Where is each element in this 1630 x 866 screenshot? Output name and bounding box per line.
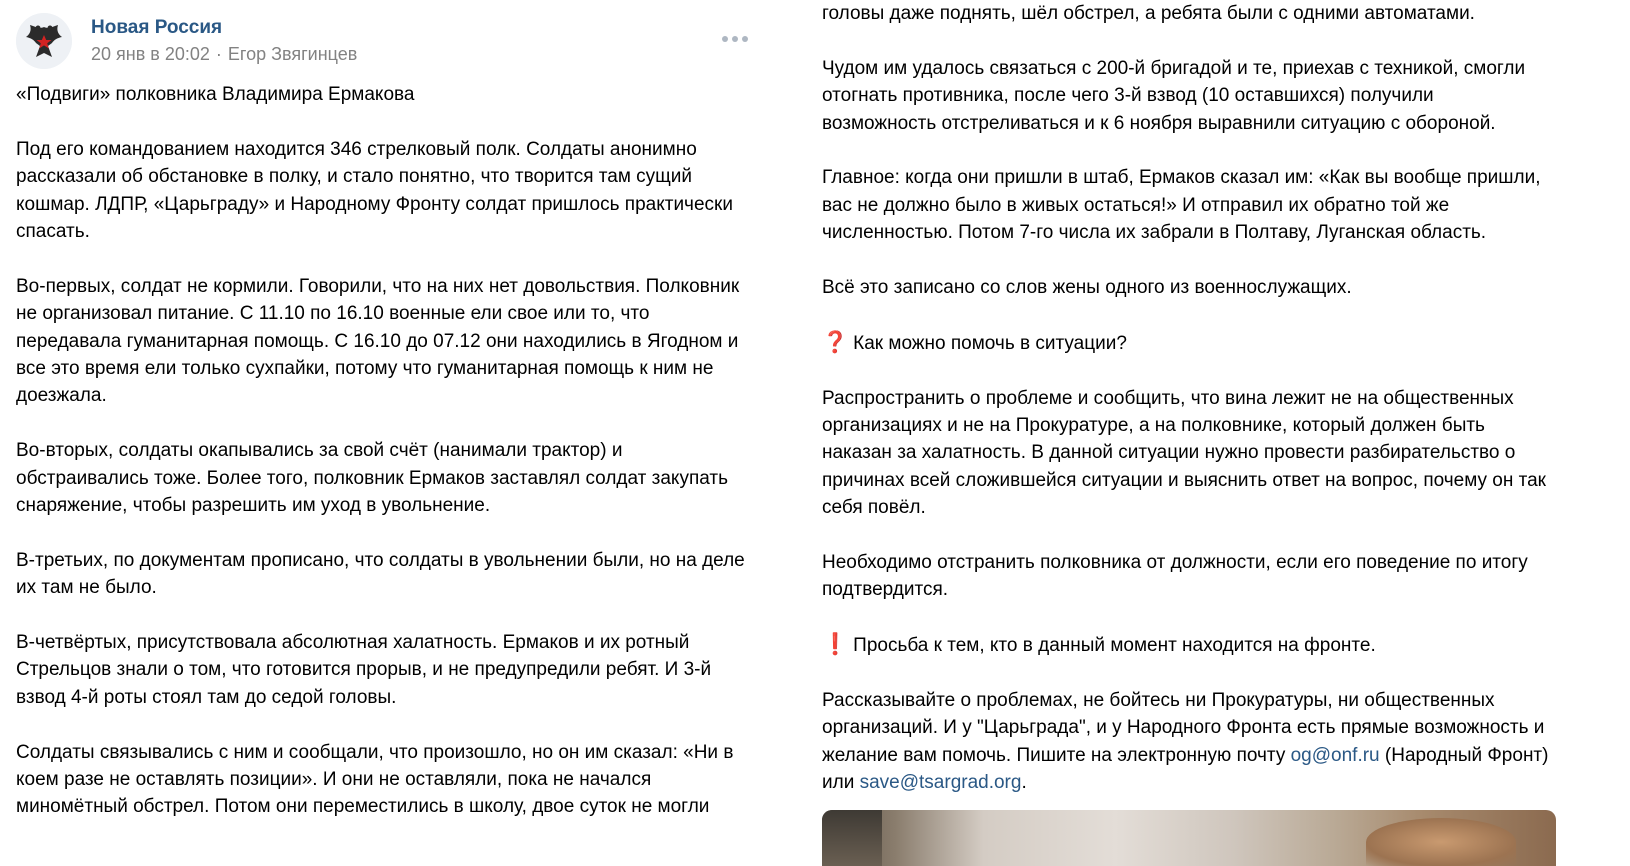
text-line: организаций. И у "Царьграда", и у Народного Фронта есть прямые возможность и [822,717,1545,739]
text-line: Во-первых, солдат не кормили. Говорили, что на них нет довольствия. Полковник [16,275,740,297]
text-line: желание вам помочь. Пишите на электронную почту [822,744,1291,766]
question-text: Как можно помочь в ситуации? [853,332,1127,354]
text-line: Главное: когда они пришли в штаб, Ермаков сказал им: «Как вы вообще пришли, [822,167,1541,189]
text-line: головы даже поднять, шёл обстрел, а ребята были с одними автоматами. [822,3,1475,24]
text-line: снаряжение, чтобы разрешить им уход в увольнение. [16,495,491,517]
text-line: Необходимо отстранить полковника от должности, если его поведение по итогу [822,552,1528,574]
text-line: причинах всей сложившейся ситуации и выяснить ответ на вопрос, почему он так [822,469,1546,491]
paragraph-headquarters [822,164,1562,246]
text-line: доезжала. [16,385,107,407]
text-fragment: . [1021,772,1027,794]
text-line: миномётный обстрел. Потом они переместились в школу, двое суток не могли [16,796,710,818]
group-avatar[interactable] [16,13,72,69]
question-mark-icon: ❓ [822,330,849,354]
photo-shadow [822,810,882,866]
text-line: рассказали об обстановке в полку, и стало понятно, что творится там сущий [16,166,693,188]
text-fragment: (Народный Фронт) [1379,744,1549,766]
text-line: спасать. [16,221,90,243]
text-line: возможность отстреливаться и к 6 ноября выравнили ситуацию с обороной. [822,112,1496,134]
text-line: Во-вторых, солдаты окапывались за свой счёт (нанимали трактор) и [16,440,623,462]
paragraph-second [16,437,756,519]
paragraph-continued [822,0,1562,27]
paragraph-contact [16,739,756,821]
text-line: все это время ели только сухпайки, потому что гуманитарная помощь к ним не [16,358,714,380]
text-fragment: или [822,772,860,794]
text-line: взвод 4-й роты стоял там до седой головы. [16,686,397,708]
email-link-tsargrad[interactable]: save@tsargrad.org [859,772,1022,794]
text-line: Под его командованием находится 346 стрелковый полк. Солдаты анонимно [16,138,697,160]
post-time[interactable]: 20 янв в 20:02 [91,44,210,64]
post-column-left [16,0,756,821]
text-line: численностью. Потом 7-го числа их забрали в Полтаву, Луганская область. [822,222,1487,244]
text-line: Распространить о проблеме и сообщить, что вина лежит не на общественных [822,387,1514,409]
text-line: отогнать противника, после чего 3-й взвод (10 оставшихся) получили [822,85,1434,107]
text-line: Рассказывайте о проблемах, не бойтесь ни Прокуратуры, ни общественных [822,690,1495,712]
exclamation-mark-icon: ❗ [822,633,849,657]
text-line: организациях и не на Прокуратуре, а на полковнике, который должен быть [822,415,1485,437]
text-line: вас не должно было в живых остаться!» И отправил их обратно той же [822,194,1450,216]
text-line: В-четвёртых, присутствовала абсолютная халатность. Ермаков и их ротный [16,632,690,654]
request-text: Просьба к тем, кто в данный момент находится на фронте. [853,635,1376,657]
text-line: Чудом им удалось связаться с 200-й бригадой и те, приехав с техникой, смогли [822,57,1526,79]
post-photo[interactable] [822,810,1556,866]
text-line: обстраивались тоже. Более того, полковник Ермаков заставлял солдат закупать [16,467,728,489]
paragraph-remove [822,549,1562,604]
paragraph-spread [822,385,1562,522]
post-header [16,0,756,81]
paragraph-brigade [822,55,1562,137]
paragraph-fourth [16,629,756,711]
text-line: не организовал питание. С 11.10 по 16.10 военные ели свое или то, что [16,303,650,325]
paragraph-source [822,274,1562,301]
text-line: их там не было. [16,577,157,599]
text-line: коем разе не оставлять позиции». И они не оставляли, пока не начался [16,769,652,791]
double-headed-eagle-logo [16,13,72,69]
text-line: Всё это записано со слов жены одного из военнослужащих. [822,277,1352,299]
text-line: передавала гуманитарная помощь. С 16.10 до 07.12 они находились в Ягодном и [16,330,739,352]
question-heading [822,329,1562,357]
paragraph-command [16,136,756,246]
text-line: себя повёл. [822,497,926,519]
text-line: наказан за халатность. В данной ситуации нужно провести разбирательство о [822,442,1516,464]
text-line: Стрельцов знали о том, что готовится прорыв, и не предупредили ребят. И 3-й [16,659,712,681]
paragraph-first [16,273,756,410]
text-line: подтвердится. [822,579,949,601]
text-line: В-третьих, по документам прописано, что солдаты в увольнении были, но на деле [16,549,745,571]
text-line: кошмар. ЛДПР, «Царьграду» и Народному Фронту солдат пришлось практически [16,193,733,215]
meta-separator: · [215,44,222,64]
post-author[interactable]: Егор Звягинцев [227,44,358,64]
post-meta [91,41,357,68]
request-heading [822,631,1562,659]
text-line: Солдаты связывались с ним и сообщали, что произошло, но он им сказал: «Ни в [16,741,734,763]
email-link-onf[interactable]: og@onf.ru [1290,744,1380,766]
more-dots-icon[interactable] [722,29,748,49]
post-column-right [822,0,1562,824]
post-title: «Подвиги» полковника Владимира Ермакова [16,84,415,105]
photo-detail [1366,818,1516,866]
paragraph-third [16,547,756,602]
group-name-link[interactable]: Новая Россия [91,17,223,38]
paragraph-appeal [822,687,1562,797]
